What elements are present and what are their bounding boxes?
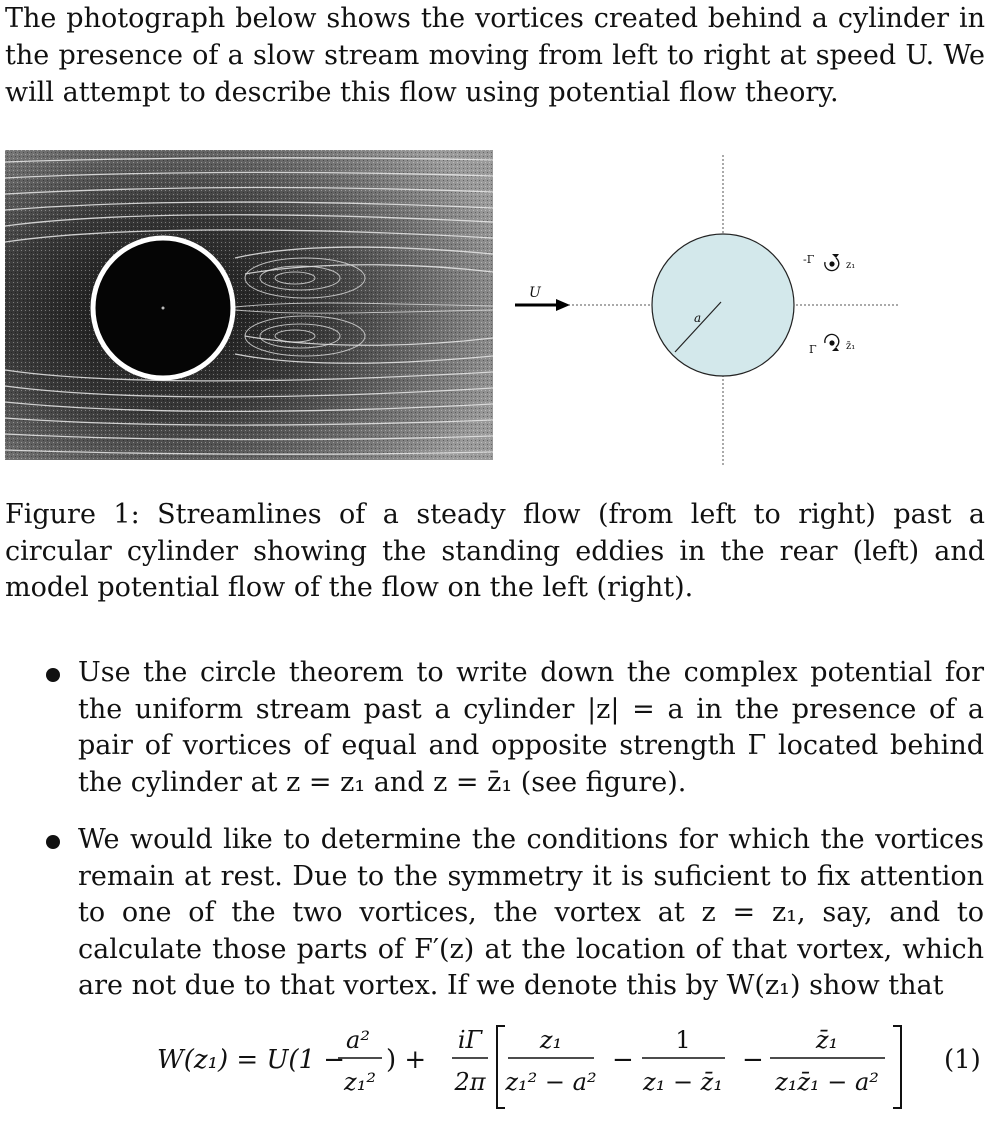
lower-vortex-point: [829, 340, 834, 345]
lower-vortex: [809, 334, 855, 356]
bullet-dot-2: [46, 835, 60, 849]
term2-numerator: 1: [675, 1026, 691, 1054]
stream-label: U: [529, 285, 541, 301]
lower-vortex-strength: Γ: [809, 343, 817, 356]
frac1-denominator: z₁²: [344, 1068, 376, 1096]
upper-vortex-strength: -Γ: [803, 253, 815, 266]
list-item-circle-theorem: Use the circle theorem to write down the complex potential for the uniform stream past a cylinder |z| = a in the presence of a pair of vortices of equal and opposite strength Γ located behind the cylinder at z = z₁ and z = z̄₁ (see figure).: [78, 657, 984, 798]
term3-numerator: z̄₁: [815, 1026, 839, 1054]
equation-number: (1): [944, 1045, 981, 1075]
coef-numerator: iΓ: [457, 1026, 483, 1054]
intro-paragraph: The photograph below shows the vortices created behind a cylinder in the presence of a slow stream moving from left to right at speed U. We will attempt to describe this flow using potential flow theory.: [5, 3, 985, 108]
lower-vortex-position: z̄₁: [846, 341, 856, 352]
stream-arrowhead: [556, 299, 570, 311]
coef-denominator: 2π: [454, 1068, 486, 1096]
left-bracket: [497, 1026, 505, 1108]
term3-denominator: z₁z̄₁ − a²: [775, 1068, 879, 1096]
upper-vortex: [803, 253, 855, 271]
term1-numerator: z₁: [539, 1026, 563, 1054]
equation-1: [0, 1020, 1008, 1115]
bullet-dot-1: [46, 668, 60, 682]
figure-caption: Figure 1: Streamlines of a steady flow (from left to right) past a circular cylinder showing the standing eddies in the rear (left) and model potential flow of the flow on the left (right).: [5, 499, 985, 603]
list-item-vortex-rest: We would like to determine the conditions for which the vortices remain at rest. Due to the symmetry it is suficient to fix attention to one of the two vortices, the vortex at z = z₁, say, and to calculate those parts of F′(z) at the location of that vortex, which are not due to that vortex. If we denote this by W(z₁) show that: [78, 824, 984, 1001]
potential-flow-schematic: [500, 150, 900, 468]
radius-label: a: [694, 311, 702, 325]
equation-after-frac1: ) +: [386, 1045, 427, 1075]
equation-lhs: W(z₁) = U(1 −: [157, 1045, 346, 1075]
flow-photograph: [5, 150, 493, 460]
right-bracket: [893, 1026, 901, 1108]
term2-denominator: z₁ − z̄₁: [643, 1068, 723, 1096]
upper-vortex-position: z₁: [846, 260, 856, 271]
frac1-numerator: a²: [346, 1026, 370, 1054]
upper-vortex-point: [829, 261, 834, 266]
cylinder: [652, 234, 794, 376]
equation-minus-1: −: [612, 1045, 634, 1075]
equation-minus-2: −: [742, 1045, 764, 1075]
term1-denominator: z₁² − a²: [505, 1068, 597, 1096]
